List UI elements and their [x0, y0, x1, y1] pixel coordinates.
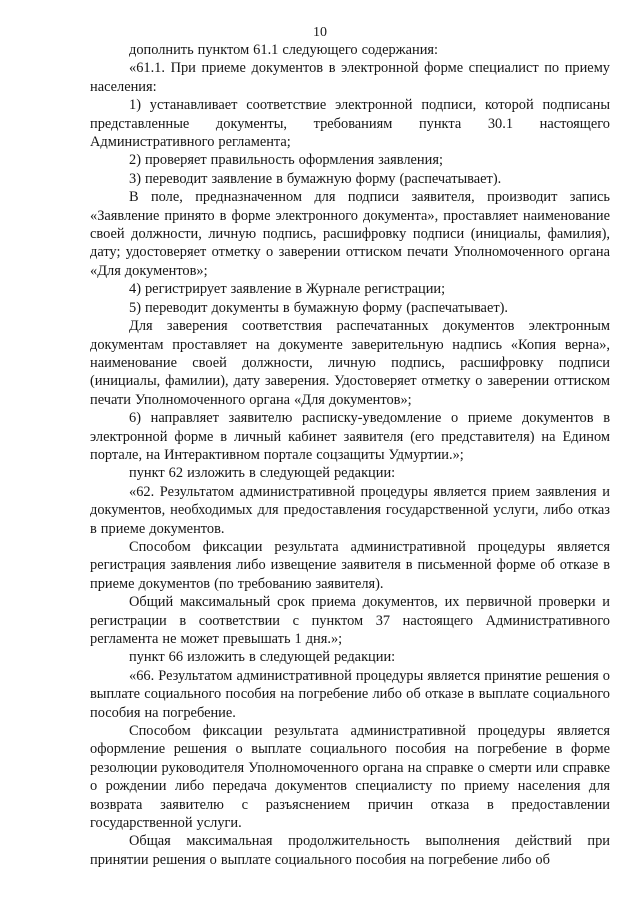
paragraph: 6) направляет заявителю расписку-уведомление о приеме документов в электронной форме в личный кабинет заявителя (его представителя) на Едином портале, на Интерактивном портале соцзащиты Удмуртии.»;	[90, 410, 610, 463]
paragraph: Способом фиксации результата административной процедуры является регистрация заявления либо извещение заявителя в письменной форме об отказе в приеме документов (по требованию заявителя).	[90, 538, 610, 592]
paragraph: дополнить пунктом 61.1 следующего содержания:	[129, 42, 439, 58]
paragraph: Способом фиксации результата административной процедуры является оформление решения о выплате социального пособия на погребение в форме резолюции руководителя Уполномоченного органа на справке о смерти или справке о рождении либо передача документов специалисту по приему населения для возврата заявителю с разъяснением причин отказа в предоставлении государственной услуги.	[90, 723, 610, 832]
paragraph: «62. Результатом административной процедуры является прием заявления и документов, необходимых для предоставления государственной услуги, либо отказ в приеме документов.	[90, 483, 610, 537]
document-body	[90, 41, 610, 869]
paragraph: Для заверения соответствия распечатанных документов электронным документам проставляет на документе заверительную надпись «Копия верна», наименование своей должности, личную подпись, расшифровку подписи (инициалы, фамилии), дату заверения. Удостоверяет отметку о заверении оттиском печати Уполномоченного органа «Для документов»;	[90, 318, 610, 408]
paragraph: «61.1. При приеме документов в электронной форме специалист по приему населения:	[90, 60, 610, 95]
paragraph: В поле, предназначенном для подписи заявителя, производит запись «Заявление принято в форме электронного документа», проставляет наименование своей должности, личную подпись, расшифровку подписи (инициалы, фамилия), дату; удостоверяет отметку о заверении оттиском печати Уполномоченного органа «Для документов»;	[90, 189, 610, 279]
paragraph: 5) переводит документы в бумажную форму (распечатывает).	[129, 299, 509, 316]
paragraph: Общая максимальная продолжительность выполнения действий при принятии решения о выплате социального пособия на погребение либо об	[90, 833, 610, 868]
paragraph: 4) регистрирует заявление в Журнале регистрации;	[129, 281, 446, 298]
paragraph: пункт 62 изложить в следующей редакции:	[129, 465, 396, 482]
paragraph: 1) устанавливает соответствие электронной подписи, которой подписаны представленные документы, требованиям пункта 30.1 настоящего Административного регламента;	[90, 97, 610, 151]
paragraph: Общий максимальный срок приема документов, их первичной проверки и регистрации в соответствии с пунктом 37 настоящего Административного регламента не может превышать 1 дня.»;	[90, 594, 610, 647]
paragraph: 3) переводит заявление в бумажную форму (распечатывает).	[129, 170, 502, 187]
paragraph: 2) проверяет правильность оформления заявления;	[129, 152, 443, 169]
paragraph: «66. Результатом административной процедуры является принятие решения о выплате социального пособия на погребение либо об отказе в выплате социального пособия на погребение.	[90, 667, 610, 721]
page-number: 10	[313, 25, 327, 40]
paragraph: пункт 66 изложить в следующей редакции:	[129, 649, 396, 666]
